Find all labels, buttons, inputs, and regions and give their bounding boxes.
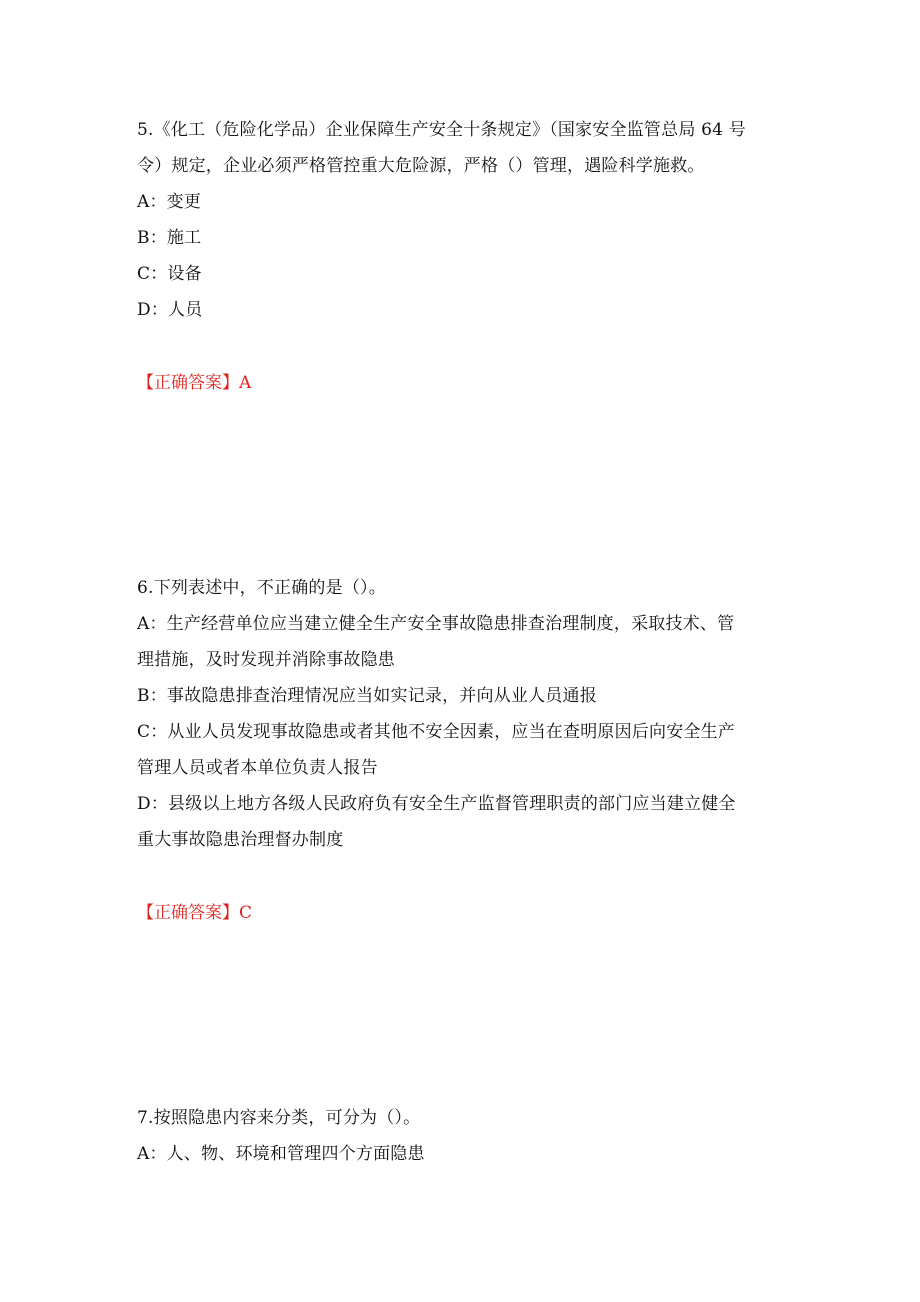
question-6-option-a-line-2: 理措施，及时发现并消除事故隐患: [137, 650, 395, 670]
question-6: [137, 570, 787, 858]
question-5-option-d: D：人员: [137, 300, 203, 320]
question-6-option-a-line-1: A：生产经营单位应当建立健全生产安全事故隐患排查治理制度，采取技术、管: [137, 614, 735, 634]
question-5-text-line-1: 5.《化工（危险化学品）企业保障生产安全十条规定》（国家安全监管总局 64 号: [137, 120, 746, 140]
question-7-text-line-1: 7.按照隐患内容来分类，可分为（）。: [137, 1108, 421, 1128]
question-5-answer: 【正确答案】A: [137, 373, 252, 393]
question-5-option-a: A：变更: [137, 192, 202, 212]
question-5: [137, 112, 787, 328]
question-5-text-line-2: 令）规定，企业必须严格管控重大危险源，严格（）管理，遇险科学施救。: [137, 156, 705, 176]
question-7-option-a: A：人、物、环境和管理四个方面隐患: [137, 1144, 425, 1164]
question-6-option-d-line-1: D：县级以上地方各级人民政府负有安全生产监督管理职责的部门应当建立健全: [137, 794, 736, 814]
question-5-option-b: B：施工: [137, 228, 202, 248]
question-6-option-c-line-2: 管理人员或者本单位负责人报告: [137, 758, 378, 778]
question-6-option-b: B：事故隐患排查治理情况应当如实记录，并向从业人员通报: [137, 686, 597, 706]
question-5-option-c: C：设备: [137, 264, 202, 284]
question-6-answer: 【正确答案】C: [137, 903, 253, 923]
question-7: [137, 1100, 787, 1172]
question-6-text-line-1: 6.下列表述中，不正确的是（）。: [137, 578, 386, 598]
question-6-option-c-line-1: C：从业人员发现事故隐患或者其他不安全因素，应当在查明原因后向安全生产: [137, 722, 736, 742]
question-6-option-d-line-2: 重大事故隐患治理督办制度: [137, 830, 344, 850]
